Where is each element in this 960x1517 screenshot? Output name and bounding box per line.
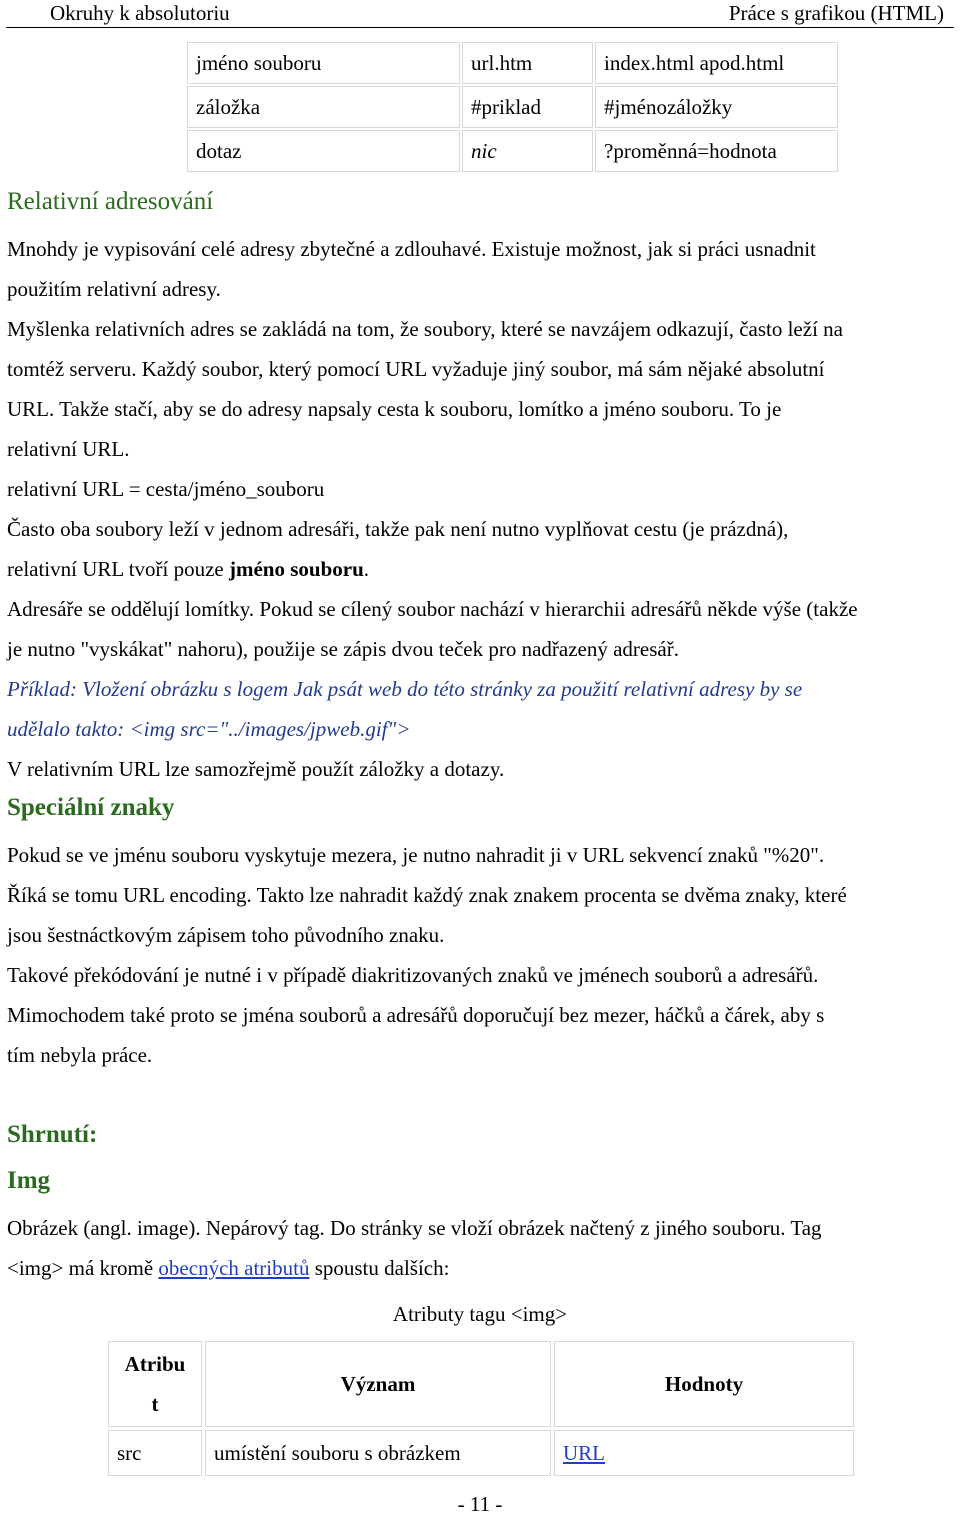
text-line: Pokud se ve jménu souboru vyskytuje mezera, je nutno nahradit ji v URL sekvencí znaků "%20". (7, 843, 825, 867)
text-line: URL. Takže stačí, aby se do adresy napsaly cesta k souboru, lomítko a jméno souboru. To je (7, 397, 782, 421)
table-caption: Atributy tagu <img> (392, 1302, 568, 1326)
heading-img: Img (7, 1167, 51, 1194)
general-attributes-link[interactable]: obecných atributů (158, 1256, 310, 1280)
paragraph-img (7, 1208, 957, 1288)
column-header-attribute (108, 1341, 202, 1427)
text-line (7, 1248, 957, 1288)
img-attributes-table (105, 1338, 857, 1479)
table-cell: umístění souboru s obrázkem (205, 1430, 551, 1476)
text-span: spoustu dalších: (309, 1256, 450, 1280)
bold-filename: jméno souboru (229, 557, 364, 581)
text-line (7, 549, 957, 589)
header-right: Práce s grafikou (HTML) (728, 1, 944, 25)
header-left: Okruhy k absolutoriu (50, 1, 230, 25)
example-line: udělalo takto: <img src="../images/jpweb.gif"> (7, 717, 411, 741)
text-span: relativní URL tvoří pouze (7, 557, 229, 581)
heading-relative-addressing: Relativní adresování (7, 188, 214, 215)
text-span: . (363, 557, 370, 581)
text-line: relativní URL. (7, 437, 130, 461)
column-header-meaning: Význam (205, 1341, 551, 1427)
text-line: Obrázek (angl. image). Nepárový tag. Do stránky se vloží obrázek načtený z jiného souboru. Tag (7, 1216, 822, 1240)
table-row (187, 42, 838, 84)
heading-special-characters: Speciální znaky (7, 794, 175, 821)
text-line: tím nebyla práce. (7, 1043, 153, 1067)
page-number: - 11 - (457, 1492, 503, 1516)
text-line: Takové překódování je nutné i v případě diakritizovaných znaků ve jménech souborů a adresářů. (7, 963, 819, 987)
paragraph-special-characters (7, 835, 957, 1075)
text-line: Říká se tomu URL encoding. Takto lze nahradit každý znak znakem procenta se dvěma znaky, které (7, 883, 847, 907)
text-line: Mimochodem také proto se jména souborů a adresářů doporučují bez mezer, háčků a čárek, aby s (7, 1003, 825, 1027)
table-cell: jméno souboru (187, 42, 460, 84)
text-line: Často oba soubory leží v jednom adresáři, takže pak není nutno vyplňovat cestu (je prázdná), (7, 517, 789, 541)
header-text: Atribu (124, 1352, 186, 1376)
text-line: V relativním URL lze samozřejmě použít záložky a dotazy. (7, 757, 505, 781)
text-line: jsou šestnáctkovým zápisem toho původního znaku. (7, 923, 445, 947)
table-row (187, 130, 838, 172)
text-line: Mnohdy je vypisování celé adresy zbytečné a zdlouhavé. Existuje možnost, jak si práci usnadnit (7, 237, 816, 261)
table-header-row (108, 1341, 854, 1427)
heading-summary: Shrnutí: (7, 1121, 98, 1148)
table-cell: ?proměnná=hodnota (595, 130, 838, 172)
text-line: je nutno "vyskákat" nahoru), použije se zápis dvou teček pro nadřazený adresář. (7, 637, 679, 661)
table-cell: src (108, 1430, 202, 1476)
example-line: Příklad: Vložení obrázku s logem Jak psát web do této stránky za použití relativní adresy by se (7, 677, 803, 701)
text-line: relativní URL = cesta/jméno_souboru (7, 477, 325, 501)
header-rule (6, 27, 954, 28)
paragraph-relative-intro (7, 229, 957, 789)
table-cell: index.html apod.html (595, 42, 838, 84)
table-cell: záložka (187, 86, 460, 128)
table-cell: dotaz (187, 130, 460, 172)
table-cell (554, 1430, 854, 1476)
text-line: tomtéž serveru. Každý soubor, který pomocí URL vyžaduje jiný soubor, má sám nějaké absolutní (7, 357, 825, 381)
table-cell: nic (462, 130, 593, 172)
text-line: Adresáře se oddělují lomítky. Pokud se cílený soubor nachází v hierarchii adresářů někde výše (takže (7, 597, 858, 621)
table-row (187, 86, 838, 128)
url-link[interactable]: URL (563, 1440, 605, 1465)
column-header-values: Hodnoty (554, 1341, 854, 1427)
text-span: <img> má kromě (7, 1256, 159, 1280)
table-cell: url.htm (462, 42, 593, 84)
header-text: t (151, 1392, 159, 1416)
table-cell: #jménozáložky (595, 86, 838, 128)
text-line: použitím relativní adresy. (7, 277, 221, 301)
table-cell: #priklad (462, 86, 593, 128)
text-line: Myšlenka relativních adres se zakládá na tom, že soubory, které se navzájem odkazují, často leží na (7, 317, 843, 341)
url-parts-table (185, 40, 840, 174)
table-row (108, 1430, 854, 1476)
